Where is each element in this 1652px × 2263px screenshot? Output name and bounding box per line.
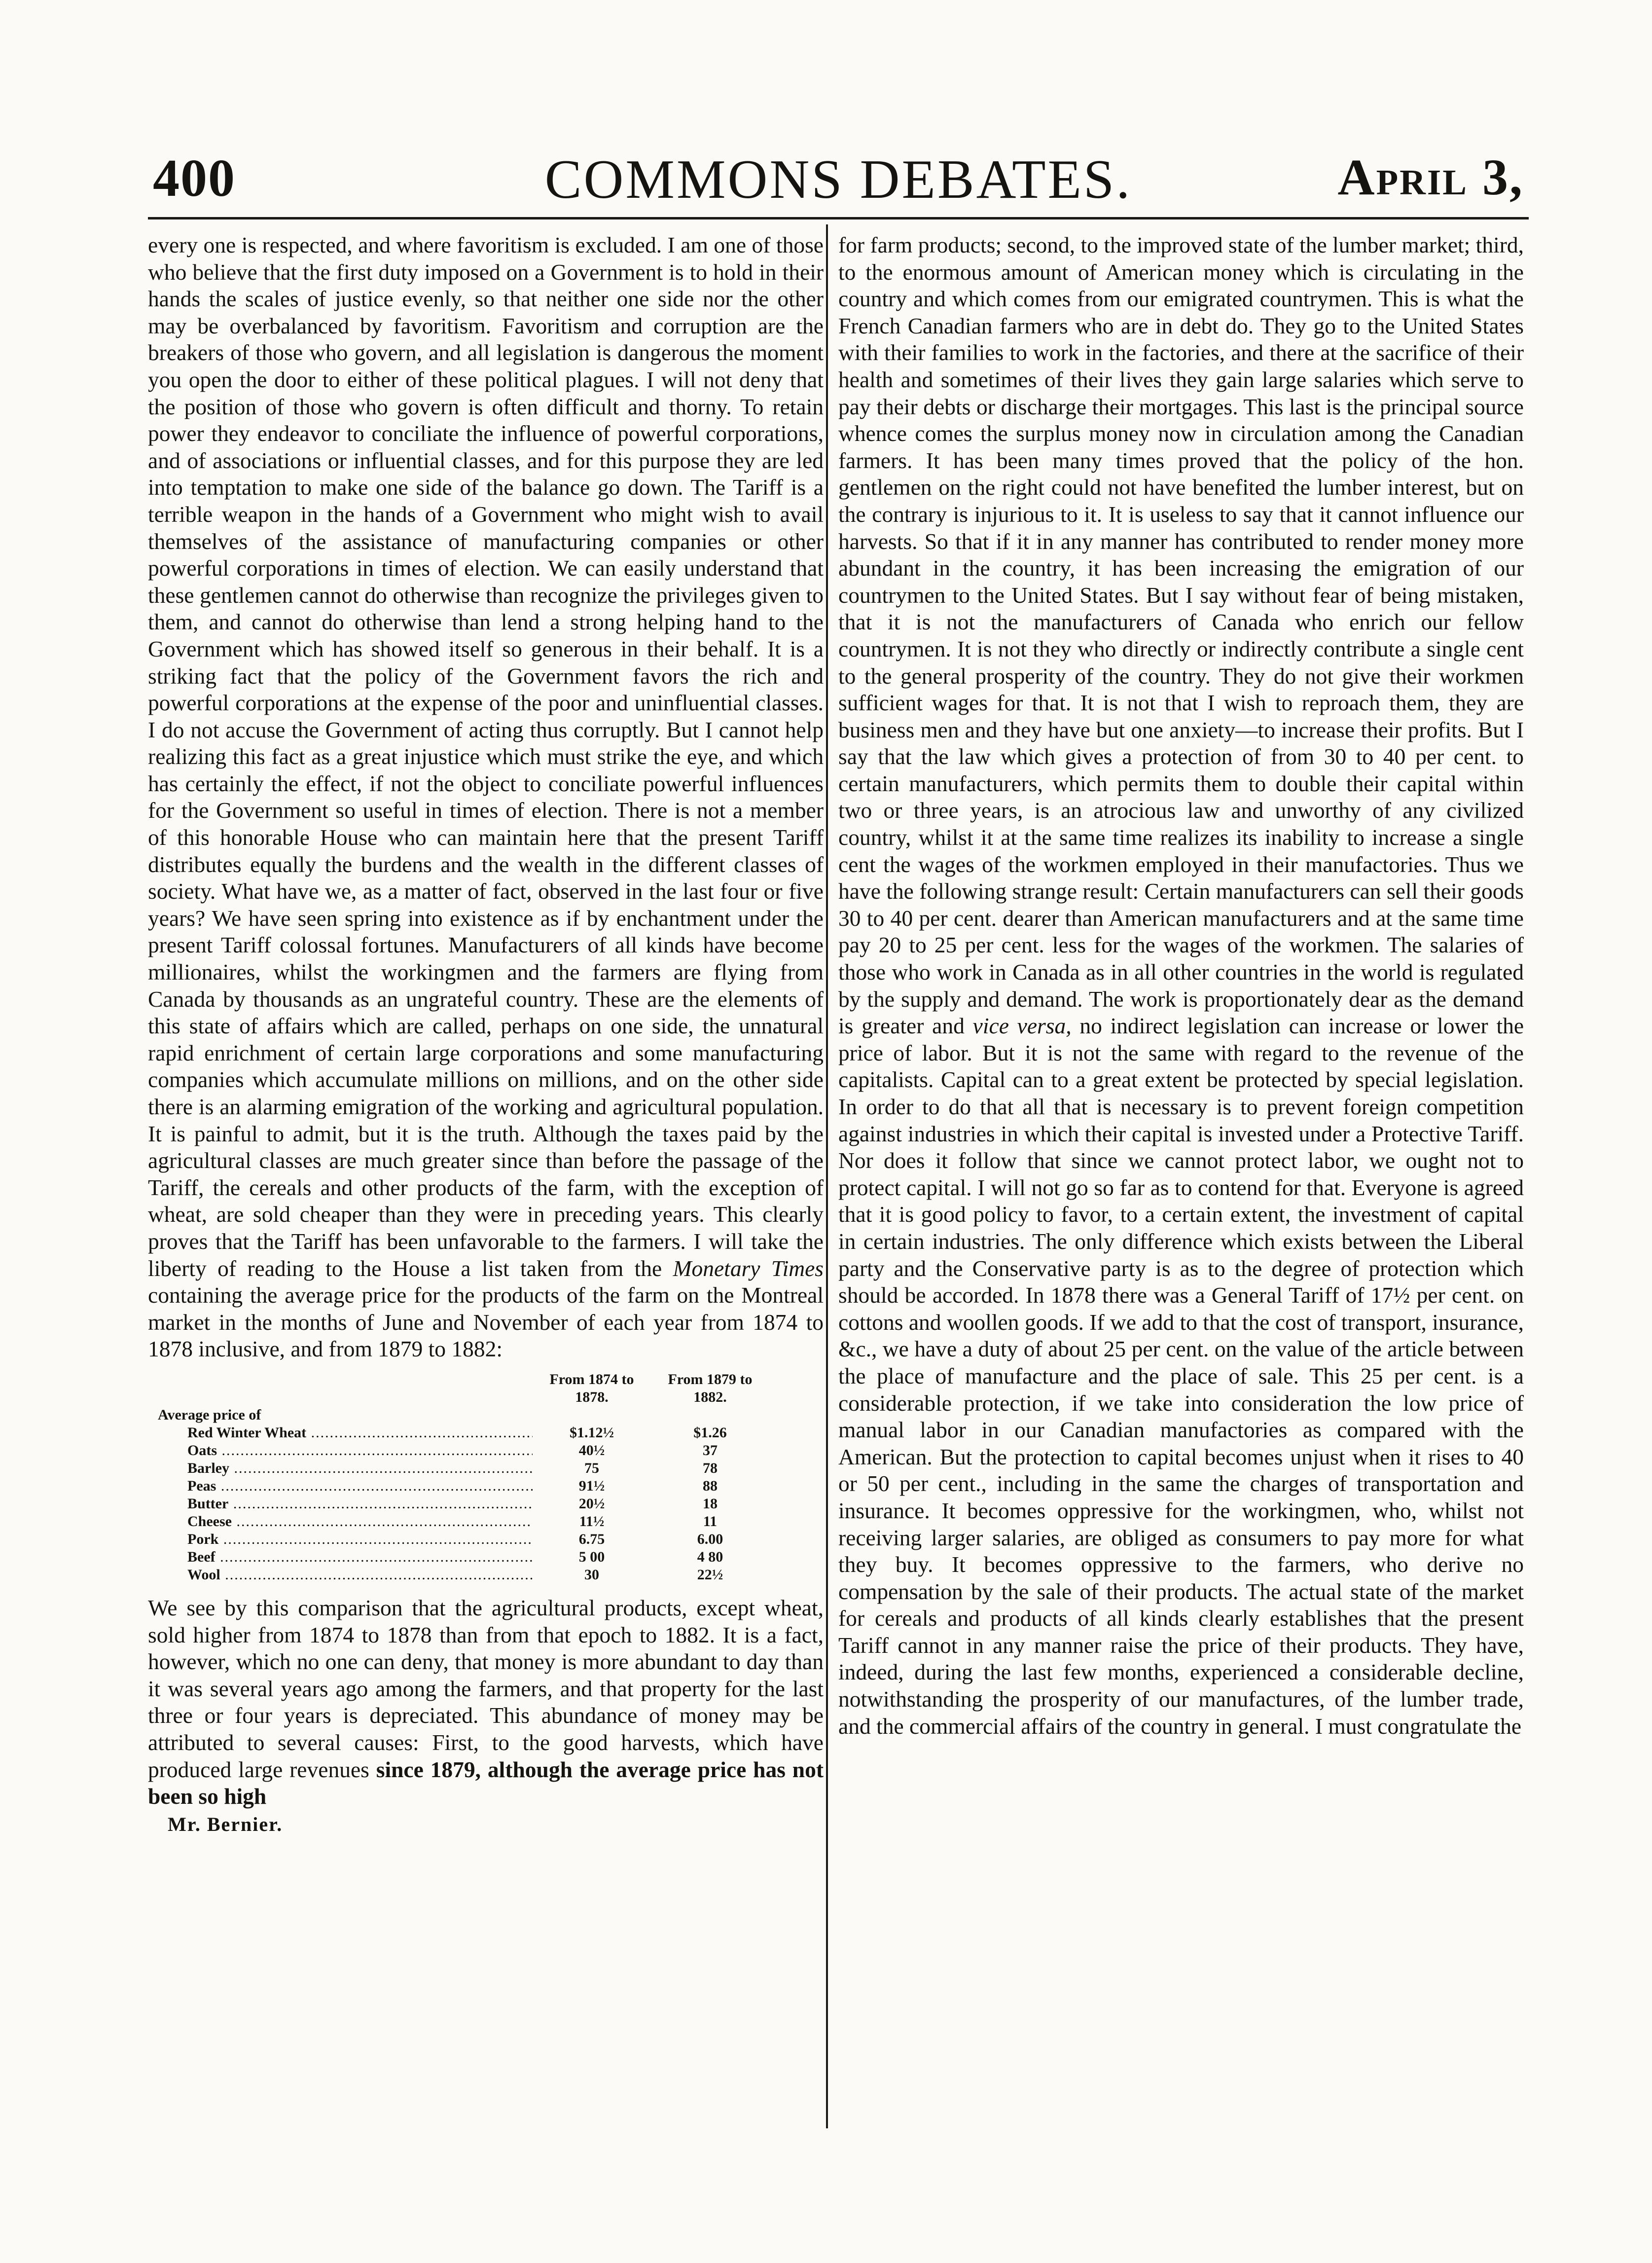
right-paragraph-1-end: no indirect legislation can increase or lower the price of labor. But it is not the same with regard to the revenue of the capitalists. Capital can to a great extent be protected by special legislation. In order to do that all that is necessary is to prevent foreign competition against industries in which their capital is invested under a Protective Tariff. Nor does it follow that since we cannot protect labor, we ought not to protect capital. I will not go so far as to contend for that. Everyone is agreed that it is good policy to favor, to a certain extent, the investment of capital in certain industries. The only difference which exists between the Liberal party and the Conservative party is as to the degree of protection which should be accorded. In 1878 there was a General Tariff of 17½ per cent. on cottons and woollen goods. If we add to that the cost of transport, insurance, &c., we have a duty of about 25 per cent. on the value of the article between the place of manufacture and the place of sale. This 25 per cent. is a considerable protection, if we take into consideration the low price of manual labor in our Canadian manufactories as compared with the American. But the protection to capital becomes unjust when it rises to 40 or 50 per cent., including in the same the charges of transportation and insurance. It becomes oppressive for the workingmen, who, whilst not receiving larger salaries, are obliged as consumers to pay more for what they buy. It becomes oppressive to the farmers, who derive no compensation by the sale of their products. The actual state of the market for cereals and products of all kinds clearly establishes that the present Tariff cannot in any manner raise the price of their products. They have, indeed, during the last few months, experienced a considerable decline, notwithstanding the prosperity of our manufactures, of the lumber trade, and the commercial affairs of the country in general. I must congratulate the	[838, 1013, 1524, 1739]
left-paragraph-2-bold: since 1879, although the average price has not been so high	[148, 1756, 824, 1809]
header-date: April 3,	[1337, 149, 1524, 206]
price-table	[148, 1371, 824, 1584]
row-label: Barley .....	[148, 1460, 533, 1477]
table-row	[148, 1513, 824, 1531]
row-value-1874-1878: 6.75	[578, 1531, 605, 1547]
speaker-signature: Mr. Bernier.	[168, 1813, 283, 1835]
table-row	[148, 1477, 824, 1495]
row-value-1874-1878: 20½	[578, 1495, 605, 1512]
left-paragraph-2	[148, 1595, 824, 1810]
row-value-1879-1882: 88	[703, 1477, 718, 1494]
running-title: COMMONS DEBATES.	[544, 149, 1132, 210]
row-value-1879-1882: $1.26	[693, 1424, 727, 1441]
row-value-1874-1878: 75	[584, 1460, 599, 1476]
left-column	[148, 232, 824, 1838]
table-row	[148, 1548, 824, 1566]
table-row	[148, 1531, 824, 1548]
row-label: Wool .....	[148, 1566, 533, 1584]
row-label: Pork .....	[148, 1531, 533, 1548]
right-paragraph-1-text: for farm products; second, to the improved state of the lumber market; third, to the enormous amount of American money which is circulating in the country and which comes from our emigrated countrymen. This is what the French Canadian farmers who are in debt do. They go to the United States with their families to work in the factories, and there at the sacrifice of their health and sometimes of their lives they gain large salaries which serve to pay their debts or discharge their mortgages. This last is the principal source whence comes the surplus money now in circulation among the Canadian farmers. It has been many times proved that the policy of the hon. gentlemen on the right could not have benefited the lumber interest, but on the contrary is injurious to it. It is useless to say that it cannot influence our harvests. So that if it in any manner has contributed to render money more abundant in the country, it has been increasing the emigration of our countrymen to the United States. But I say without fear of being mistaken, that it is not the manufacturers of Canada who enrich our fellow countrymen. It is not they who directly or indirectly contribute a single cent to the general prosperity of the country. They do not give their workmen sufficient wages for that. It is not that I wish to reproach them, they are business men and they have but one anxiety—to increase their profits. But I say that the law which gives a protection of from 30 to 40 per cent. to certain manufacturers, which permits them to double their capital within two or three years, is an atrocious law and unworthy of any civilized country, whilst it at the same time realizes its inability to increase a single cent the wages of the workmen employed in their manufactories. Thus we have the following strange result: Certain manufacturers can sell their goods 30 to 40 per cent. dearer than American manufacturers and at the same time pay 20 to 25 per cent. less for the wages of the workmen. The salaries of those who work in Canada as in all other countries in the world is regulated by the supply and demand. The work is proportionately dear as the demand is greater and	[838, 232, 1524, 1039]
price-table-header	[148, 1371, 824, 1406]
row-label: Beef .....	[148, 1548, 533, 1566]
row-label: Red Winter Wheat .....	[148, 1424, 533, 1442]
table-row	[148, 1566, 824, 1584]
table-row	[148, 1442, 824, 1460]
price-table-col2-header: From 1879 to 1882.	[668, 1371, 753, 1405]
price-table-col1-header: From 1874 to 1878.	[549, 1371, 634, 1405]
row-label: Cheese .....	[148, 1513, 533, 1531]
latin-phrase: vice versa,	[972, 1013, 1072, 1039]
right-column	[838, 232, 1524, 1740]
left-paragraph-1-end: containing the average price for the products of the farm on the Montreal market in the months of June and November of each year from 1874 to 1878 inclusive, and from 1879 to 1882:	[148, 1282, 824, 1362]
publication-title: Monetary Times	[673, 1255, 824, 1281]
row-value-1874-1878: 30	[584, 1566, 599, 1583]
row-value-1874-1878: $1.12½	[570, 1424, 614, 1441]
table-row	[148, 1460, 824, 1477]
page-header	[153, 148, 1524, 212]
header-rule	[148, 217, 1529, 219]
row-label: Peas .....	[148, 1477, 533, 1495]
row-value-1879-1882: 11	[703, 1513, 718, 1530]
row-label: Butter .....	[148, 1495, 533, 1513]
page-number: 400	[153, 149, 236, 208]
table-row	[148, 1495, 824, 1513]
row-value-1879-1882: 22½	[697, 1566, 723, 1583]
row-label: Oats .....	[148, 1442, 533, 1460]
left-paragraph-1-text: every one is respected, and where favoritism is excluded. I am one of those who believe that the first duty imposed on a Government is to hold in their hands the scales of justice evenly, so that neither one side nor the other may be overbalanced by favoritism. Favoritism and corruption are the breakers of those who govern, and all legislation is dangerous the moment you open the door to either of these political plagues. I will not deny that the position of those who govern is often difficult and thorny. To retain power they endeavor to conciliate the influence of powerful corporations, and of associations or influential classes, and for this purpose they are led into temptation to make one side of the balance go down. The Tariff is a terrible weapon in the hands of a Government who might wish to avail themselves of the assistance of manufacturing companies or other powerful corporations in times of election. We can easily understand that these gentlemen cannot do otherwise than recognize the privileges given to them, and cannot do otherwise than lend a strong helping hand to the Government which has showed itself so generous in their behalf. It is a striking fact that the policy of the Government favors the rich and powerful corporations at the expense of the poor and uninfluential classes. I do not accuse the Government of acting thus corruptly. But I cannot help realizing this fact as a great injustice which must strike the eye, and which has certainly the effect, if not the object to conciliate powerful influences for the Government so useful in times of election. There is not a member of this honorable House who can maintain here that the present Tariff distributes equally the burdens and the wealth in the different classes of society. What have we, as a matter of fact, observed in the last four or five years? We have seen spring into existence as if by enchantment under the present Tariff colossal fortunes. Manufacturers of all kinds have become millionaires, whilst the workingmen and the farmers are flying from Canada by thousands as an ungrateful country. These are the elements of this state of affairs which are called, perhaps on one side, the unnatural rapid enrichment of certain large corporations and some manufacturing companies which accumulate millions on millions, and on the other side there is an alarming emigration of the working and agricultural population. It is painful to admit, but it is the truth. Although the taxes paid by the agricultural classes are much greater since than before the passage of the Tariff, the cereals and other products of the farm, with the exception of wheat, are sold cheaper than they were in preceding years. This clearly proves that the Tariff has been unfavorable to the farmers. I will take the liberty of reading to the House a list taken from the	[148, 232, 824, 1281]
row-value-1874-1878: 40½	[578, 1442, 605, 1459]
right-paragraph-1	[838, 232, 1524, 1740]
left-paragraph-2-text: We see by this comparison that the agricultural products, except wheat, sold higher from 1874 to 1878 than from that epoch to 1882. It is a fact, however, which no one can deny, that money is more abundant to day than it was several years ago among the farmers, and that property for the last three or four years is depreciated. This abundance of money may be attributed to several causes: First, to the good harvests, which have produced large revenues	[148, 1595, 824, 1782]
row-value-1874-1878: 11½	[579, 1513, 605, 1530]
row-value-1879-1882: 78	[703, 1460, 718, 1476]
table-row	[148, 1424, 824, 1442]
left-paragraph-1	[148, 232, 824, 1363]
row-value-1874-1878: 91½	[578, 1477, 605, 1494]
price-table-caption: Average price of	[158, 1406, 261, 1423]
row-value-1879-1882: 18	[703, 1495, 718, 1512]
row-value-1879-1882: 6.00	[697, 1531, 723, 1547]
column-rule	[826, 224, 828, 2128]
row-value-1879-1882: 4 80	[697, 1548, 723, 1565]
row-value-1874-1878: 5 00	[578, 1548, 605, 1565]
row-value-1879-1882: 37	[703, 1442, 718, 1459]
